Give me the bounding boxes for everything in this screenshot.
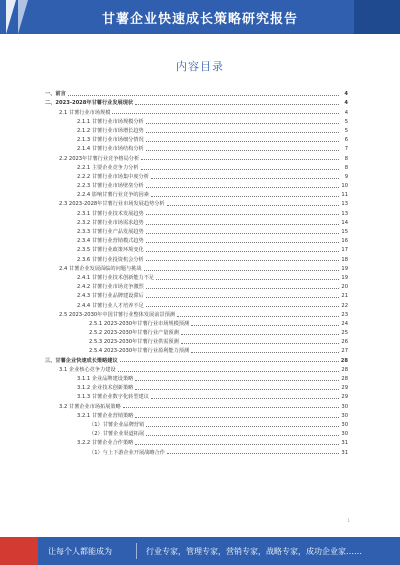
toc-entry-page: 8 bbox=[344, 164, 348, 171]
toc-entry-page: 10 bbox=[341, 183, 348, 190]
toc-entry[interactable] bbox=[45, 88, 348, 97]
toc-entry-title: 2.3.4 甘薯行业营销模式趋势 bbox=[77, 238, 144, 245]
toc-entry[interactable] bbox=[45, 400, 348, 409]
toc-entry-title: 3.1.2 企业技术创新策略 bbox=[77, 385, 134, 392]
toc-leader-dots bbox=[135, 444, 339, 445]
toc-entry-title: 2.2.1 主要企业竞争力分析 bbox=[77, 164, 139, 171]
toc-entry[interactable] bbox=[45, 446, 348, 455]
toc-entry[interactable] bbox=[45, 437, 348, 446]
toc-entry-page: 4 bbox=[344, 91, 348, 98]
toc-leader-dots bbox=[135, 380, 339, 381]
toc-leader-dots bbox=[118, 371, 339, 372]
toc-entry[interactable] bbox=[45, 373, 348, 382]
toc-entry-page: 29 bbox=[341, 394, 348, 401]
toc-entry-page: 13 bbox=[341, 201, 348, 208]
toc-entry-page: 28 bbox=[341, 366, 348, 373]
toc-leader-dots bbox=[135, 389, 339, 390]
toc-entry[interactable] bbox=[45, 327, 348, 336]
toc-entry-title: 3.2 甘薯企业市场拓展策略 bbox=[59, 403, 121, 410]
toc-leader-dots bbox=[146, 187, 339, 188]
header-banner bbox=[0, 0, 400, 34]
toc-entry-page: 7 bbox=[344, 146, 348, 153]
toc-leader-dots bbox=[191, 325, 339, 326]
toc-leader-dots bbox=[120, 361, 339, 362]
toc-entry-page: 16 bbox=[341, 238, 348, 245]
toc-leader-dots bbox=[146, 150, 339, 151]
toc-entry-title: 2.4.2 甘薯行业市场竞争激烈 bbox=[77, 284, 144, 291]
toc-entry-title: 2.3.2 甘薯行业市场需求趋势 bbox=[77, 219, 144, 226]
toc-leader-dots bbox=[181, 334, 339, 335]
toc-entry[interactable] bbox=[45, 226, 348, 235]
toc-entry-title: 2.5.1 2023-2030年甘薯行业市场规模预测 bbox=[89, 320, 190, 327]
report-title: 甘薯企业快速成长策略研究报告 bbox=[101, 12, 298, 27]
toc-leader-dots bbox=[146, 242, 339, 243]
toc-leader-dots bbox=[123, 407, 339, 408]
toc-entry-page: 28 bbox=[340, 357, 348, 364]
toc-entry-title: 2.4.1 甘薯行业技术创新能力不足 bbox=[77, 274, 155, 281]
toc-leader-dots bbox=[146, 123, 339, 124]
toc-entry[interactable] bbox=[45, 272, 348, 281]
toc-entry-page: 5 bbox=[344, 118, 348, 125]
toc-leader-dots bbox=[146, 288, 339, 289]
toc-entry-title: 2.2.3 甘薯行业市场壁垒分析 bbox=[77, 183, 144, 190]
footer-accent bbox=[0, 537, 38, 565]
toc-leader-dots bbox=[112, 113, 339, 114]
toc-leader-dots bbox=[135, 417, 339, 418]
toc-entry[interactable] bbox=[45, 309, 348, 318]
toc-entry[interactable] bbox=[45, 336, 348, 345]
toc-leader-dots bbox=[146, 214, 339, 215]
toc-entry-page: 31 bbox=[341, 449, 348, 456]
toc-entry[interactable] bbox=[45, 189, 348, 198]
footer-divider bbox=[136, 543, 137, 559]
toc-entry[interactable] bbox=[45, 419, 348, 428]
footer-banner bbox=[0, 537, 400, 565]
toc-entry[interactable] bbox=[45, 428, 348, 437]
toc-entry-page: 15 bbox=[341, 229, 348, 235]
toc-entry-page: 23 bbox=[341, 311, 348, 318]
toc-entry-page: 25 bbox=[341, 330, 348, 337]
toc-entry[interactable] bbox=[45, 143, 348, 152]
toc-entry-page: 21 bbox=[341, 293, 348, 300]
toc-leader-dots bbox=[146, 435, 339, 436]
toc-entry[interactable] bbox=[45, 244, 348, 253]
toc-entry-page: 6 bbox=[344, 137, 348, 144]
toc-entry-title: 2.1.4 甘薯行业市场结构分析 bbox=[77, 146, 144, 153]
toc-entry-page: 30 bbox=[341, 403, 348, 410]
toc-entry-page: 30 bbox=[341, 431, 348, 438]
toc-entry[interactable] bbox=[45, 116, 348, 125]
toc-entry-page: 24 bbox=[341, 320, 348, 327]
toc-leader-dots bbox=[146, 233, 339, 234]
footer-slogan-left: 让每个人都能成为 bbox=[48, 547, 112, 556]
toc-entry[interactable] bbox=[45, 217, 348, 226]
toc-entry-page: 31 bbox=[341, 440, 348, 447]
toc-entry[interactable] bbox=[45, 152, 348, 161]
toc-leader-dots bbox=[151, 178, 339, 179]
toc-leader-dots bbox=[146, 306, 339, 307]
toc-entry-page: 17 bbox=[341, 247, 348, 254]
toc-entry[interactable] bbox=[45, 207, 348, 216]
toc-leader-dots bbox=[151, 398, 339, 399]
toc-leader-dots bbox=[167, 205, 339, 206]
toc-entry[interactable] bbox=[45, 134, 348, 143]
toc-entry-page: 26 bbox=[341, 339, 348, 346]
toc-entry-page: 11 bbox=[341, 192, 348, 199]
toc-entry-title: 二、2023-2028年甘薯行业发展现状 bbox=[45, 100, 134, 107]
toc-entry[interactable] bbox=[45, 263, 348, 272]
toc-entry-page: 29 bbox=[341, 385, 348, 392]
toc-entry-title: （2）甘薯企业渠道拓展 bbox=[89, 431, 145, 438]
toc-entry-title: 2.5 2023-2030年中国甘薯行业整体发展前景预测 bbox=[59, 311, 175, 318]
toc-entry-title: 2.2.4 影响甘薯行业竞争的因素 bbox=[77, 192, 149, 199]
toc-entry[interactable] bbox=[45, 364, 348, 373]
toc-entry-title: （1）与上下游企业开展战略合作 bbox=[89, 449, 165, 456]
toc-entry-title: 2.5.3 2023-2030年甘薯行业供需预测 bbox=[89, 339, 179, 346]
toc-entry[interactable] bbox=[45, 180, 348, 189]
toc-entry[interactable] bbox=[45, 253, 348, 262]
toc-leader-dots bbox=[146, 251, 339, 252]
toc-entry-page: 4 bbox=[344, 109, 348, 116]
toc-entry[interactable] bbox=[45, 299, 348, 308]
toc-entry-title: 2.2 2023年甘薯行业竞争格局分析 bbox=[59, 155, 140, 162]
toc-entry-page: 22 bbox=[341, 302, 348, 309]
toc-leader-dots bbox=[68, 95, 339, 96]
table-of-contents bbox=[45, 88, 348, 456]
toc-entry-page: 5 bbox=[344, 127, 348, 134]
toc-entry-title: 3.1 企业核心竞争力建设 bbox=[59, 366, 116, 373]
toc-entry-title: 3.1.1 企业品牌建设策略 bbox=[77, 376, 134, 382]
toc-entry-title: 2.4.3 甘薯行业品牌建设滞后 bbox=[77, 293, 144, 300]
toc-entry-title: 2.5.2 2023-2030年甘薯行业产量预测 bbox=[89, 330, 179, 337]
toc-entry-page: 9 bbox=[344, 173, 348, 180]
toc-entry[interactable] bbox=[45, 410, 348, 419]
toc-leader-dots bbox=[151, 196, 339, 197]
toc-entry-page: 27 bbox=[341, 348, 348, 355]
toc-entry-page: 14 bbox=[341, 219, 348, 226]
toc-heading: 内容目录 bbox=[176, 60, 224, 73]
toc-entry[interactable] bbox=[45, 235, 348, 244]
toc-entry-page: 13 bbox=[341, 210, 348, 217]
toc-leader-dots bbox=[191, 352, 339, 353]
toc-leader-dots bbox=[146, 260, 339, 261]
toc-leader-dots bbox=[146, 132, 339, 133]
footer-slogan-right: 行业专家，管理专家，营销专家，战略专家，成功企业家…… bbox=[146, 547, 362, 556]
page-number: 1 bbox=[347, 518, 350, 523]
toc-entry-title: 2.4.4 甘薯行业人才培养不足 bbox=[77, 302, 144, 309]
toc-leader-dots bbox=[135, 104, 339, 105]
toc-leader-dots bbox=[146, 141, 339, 142]
toc-entry-title: 2.1 甘薯行业市场规模 bbox=[59, 109, 111, 116]
toc-entry[interactable] bbox=[45, 382, 348, 391]
toc-entry-title: 2.3.5 甘薯行业政策环境变化 bbox=[77, 247, 144, 254]
toc-entry[interactable] bbox=[45, 281, 348, 290]
toc-leader-dots bbox=[146, 426, 339, 427]
toc-entry[interactable] bbox=[45, 290, 348, 299]
toc-leader-dots bbox=[146, 224, 339, 225]
toc-leader-dots bbox=[141, 169, 339, 170]
toc-entry-title: 3.2.2 甘薯企业合作策略 bbox=[77, 440, 134, 447]
toc-entry[interactable] bbox=[45, 198, 348, 207]
toc-entry[interactable] bbox=[45, 106, 348, 115]
toc-entry-title: 2.4 甘薯企业发展面临的问题与挑战 bbox=[59, 265, 142, 272]
toc-entry-title: 2.3.6 甘薯行业投资机会分析 bbox=[77, 256, 144, 263]
toc-entry-title: 三、甘薯企业快速成长策略建议 bbox=[45, 357, 118, 364]
toc-leader-dots bbox=[156, 279, 339, 280]
toc-entry-page: 20 bbox=[341, 284, 348, 291]
toc-entry-title: 2.1.3 甘薯行业市场细分情况 bbox=[77, 137, 144, 144]
toc-leader-dots bbox=[177, 316, 339, 317]
toc-entry[interactable] bbox=[45, 97, 348, 106]
toc-entry-title: 2.3 2023-2028年甘薯行业市场发展趋势分析 bbox=[59, 201, 165, 208]
toc-entry[interactable] bbox=[45, 125, 348, 134]
toc-entry[interactable] bbox=[45, 318, 348, 327]
toc-entry-page: 18 bbox=[341, 256, 348, 263]
toc-entry-page: 19 bbox=[341, 265, 348, 272]
toc-leader-dots bbox=[167, 453, 339, 454]
toc-entry-page: 30 bbox=[341, 412, 348, 419]
toc-entry-title: 2.2.2 甘薯行业市场集中度分析 bbox=[77, 173, 149, 180]
toc-entry-title: 一、前言 bbox=[45, 91, 66, 98]
toc-entry-page: 30 bbox=[341, 421, 348, 428]
toc-entry-page: 28 bbox=[341, 376, 348, 382]
toc-entry-title: 2.3.3 甘薯行业产品发展趋势 bbox=[77, 229, 144, 235]
toc-entry[interactable] bbox=[45, 171, 348, 180]
toc-entry-title: 2.3.1 甘薯行业技术发展趋势 bbox=[77, 210, 144, 217]
toc-leader-dots bbox=[146, 297, 339, 298]
toc-entry-title: 2.1.1 甘薯行业市场规模分析 bbox=[77, 118, 144, 125]
toc-entry-page: 19 bbox=[341, 274, 348, 281]
toc-leader-dots bbox=[144, 270, 339, 271]
toc-entry-title: 2.5.4 2023-2030年甘薯行业盈利能力预测 bbox=[89, 348, 190, 355]
toc-leader-dots bbox=[181, 343, 339, 344]
toc-entry[interactable] bbox=[45, 162, 348, 171]
toc-entry-page: 4 bbox=[344, 100, 348, 107]
toc-entry-title: 2.1.2 甘薯行业市场增长趋势 bbox=[77, 127, 144, 134]
toc-leader-dots bbox=[141, 159, 339, 160]
toc-entry-page: 8 bbox=[344, 155, 348, 162]
toc-entry-title: 3.1.3 甘薯企业数字化转型建议 bbox=[77, 394, 149, 401]
toc-entry[interactable] bbox=[45, 345, 348, 354]
toc-entry[interactable] bbox=[45, 391, 348, 400]
toc-entry[interactable] bbox=[45, 354, 348, 363]
toc-entry-title: 3.2.1 甘薯企业营销策略 bbox=[77, 412, 134, 419]
toc-entry-title: （1）甘薯企业品牌营销 bbox=[89, 421, 145, 428]
